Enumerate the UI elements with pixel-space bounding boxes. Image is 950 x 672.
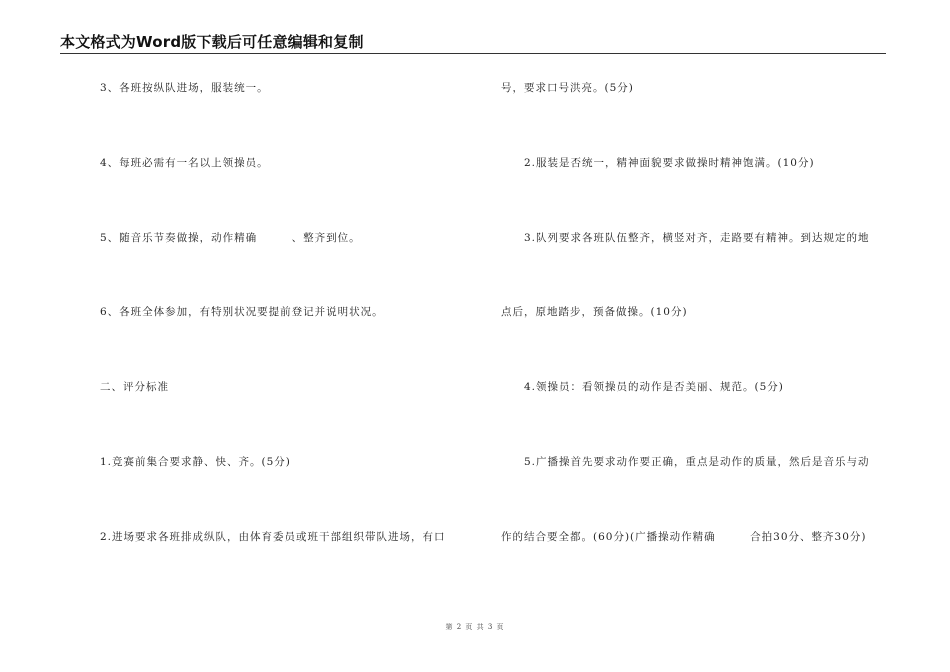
right-line-6: 5.广播操首先要求动作要正确，重点是动作的质量，然后是音乐与动 [524, 456, 870, 468]
left-line-2: 4、每班必需有一名以上领操员。 [100, 157, 269, 169]
page-number-footer: 第 2 页 共 3 页 [445, 623, 505, 631]
right-line-5: 4.领操员：看领操员的动作是否美丽、规范。(5分) [524, 381, 784, 393]
right-line-3: 3.队列要求各班队伍整齐，横竖对齐，走路要有精神。到达规定的地 [524, 232, 870, 244]
right-line-4: 点后，原地踏步，预备做操。(10分) [501, 306, 688, 318]
right-line-7: 作的结合要全都。(60分)(广播操动作精确 合拍30分、整齐30分) [501, 531, 867, 543]
left-line-6: 1.竞赛前集合要求静、快、齐。(5分) [100, 456, 291, 468]
right-line-2: 2.服装是否统一，精神面貌要求做操时精神饱满。(10分) [524, 157, 815, 169]
right-line-1: 号，要求口号洪亮。(5分) [501, 82, 634, 94]
document-header-title: 本文格式为Word版下载后可任意编辑和复制 [60, 33, 364, 51]
left-line-7: 2.进场要求各班排成纵队，由体育委员或班干部组织带队进场，有口 [100, 531, 446, 543]
left-line-4: 6、各班全体参加，有特别状况要提前登记并说明状况。 [100, 306, 384, 318]
left-line-3: 5、随音乐节奏做操，动作精确 、整齐到位。 [100, 232, 361, 244]
header-divider [60, 53, 886, 54]
left-line-1: 3、各班按纵队进场，服装统一。 [100, 82, 269, 94]
section-heading-scoring: 二、评分标准 [100, 381, 169, 393]
